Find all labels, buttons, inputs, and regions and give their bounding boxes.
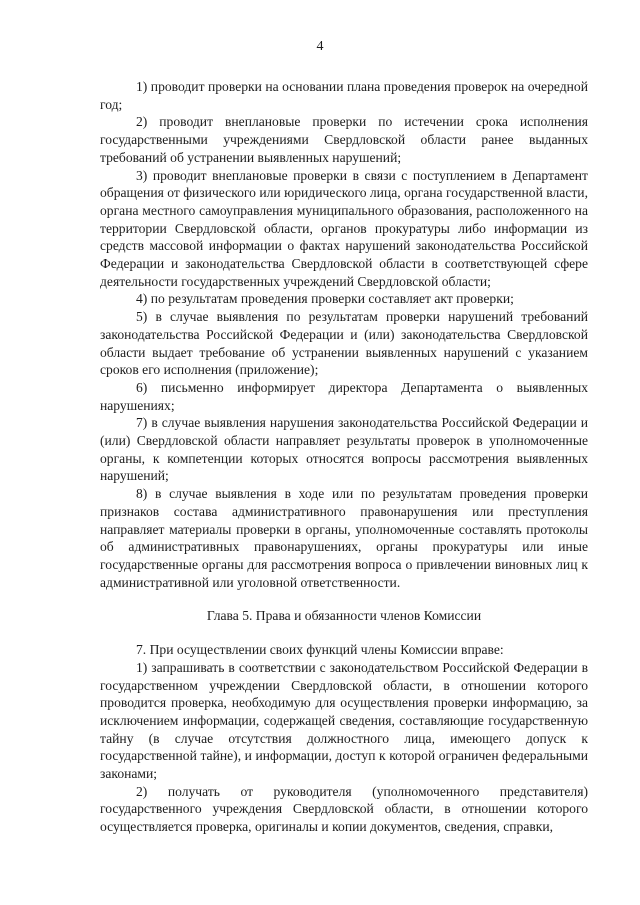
list-item-8: 8) в случае выявления в ходе или по результатам проведения проверки признаков состава административного правонарушения или преступления направляет материалы проверки в органы, уполномоченные составлять протоколы об административных правонарушениях, органы прокуратуры или иные государственные органы для рассмотрения вопроса о привлечении виновных лиц к административной или уголовной ответственности.: [100, 486, 588, 590]
list-item-6: 6) письменно информирует директора Департамента о выявленных нарушениях;: [100, 379, 588, 413]
list-item-5: 5) в случае выявления по результатам проверки нарушений требований законодательства Российской Федерации и (или) законодательства Свердловской области выдает требование об устранении выявленных нарушений с указанием сроков его исполнения (приложение);: [100, 309, 588, 378]
document-body: [100, 78, 588, 836]
section-7-item-2: 2) получать от руководителя (уполномоченного представителя) государственного учреждения Свердловской области, в отношении которого осуществляется проверка, оригиналы и копии документов, сведения, справки,: [100, 783, 588, 835]
page-number: 4: [316, 39, 324, 54]
list-item-7: 7) в случае выявления нарушения законодательства Российской Федерации и (или) Свердловской области направляет результаты проверок в уполномоченные органы, к компетенции которых относятся вопросы рассмотрения выявленных нарушений;: [100, 415, 588, 484]
section-7-item-1: 1) запрашивать в соответствии с законодательством Российской Федерации в государственном учреждении Свердловской области, в отношении которого проводится проверка, необходимую для осуществления проверки информацию, за исключением информации, содержащей сведения, составляющие государственную тайну (в случае отсутствия должностного лица, имеющего допуск к государственной тайне), и информации, доступ к которой ограничен федеральными законами;: [100, 659, 588, 782]
chapter-heading: Глава 5. Права и обязанности членов Комиссии: [206, 608, 482, 624]
list-item-3: 3) проводит внеплановые проверки в связи с поступлением в Департамент обращения от физического или юридического лица, органа государственной власти, органа местного самоуправления муниципального образования, расположенного на территории Свердловской области, органов прокуратуры либо информации из средств массовой информации о фактах нарушений законодательства Российской Федерации и законодательства Свердловской области в соответствующей сфере деятельности государственных учреждений Свердловской области;: [100, 167, 588, 289]
list-item-4: 4) по результатам проведения проверки составляет акт проверки;: [136, 291, 514, 307]
list-item-2: 2) проводит внеплановые проверки по истечении срока исполнения государственными учреждениями Свердловской области ранее выданных требований об устранении выявленных нарушений;: [100, 114, 588, 165]
list-item-1: 1) проводит проверки на основании плана проведения проверок на очередной год;: [100, 79, 588, 112]
section-7-intro: 7. При осуществлении своих функций члены Комиссии вправе:: [136, 642, 504, 658]
